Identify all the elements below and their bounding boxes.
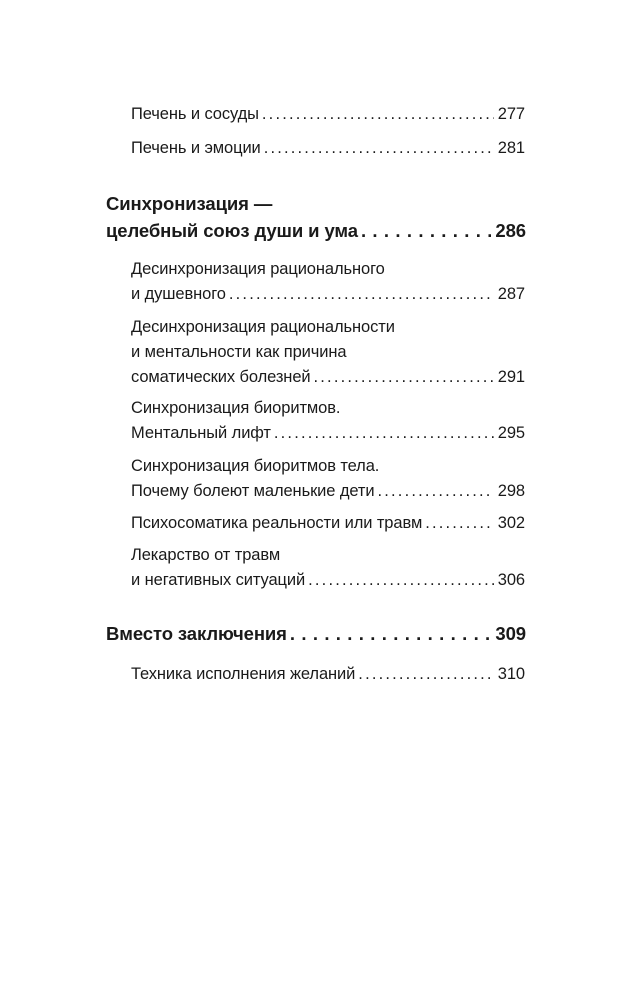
toc-line [106, 620, 526, 647]
toc-line [131, 257, 525, 282]
toc-entry-trauma-remedy [131, 543, 525, 593]
toc-entry-title: Техника исполнения желаний [131, 665, 356, 683]
toc-line [131, 102, 525, 127]
toc-page-number: 310 [497, 665, 525, 683]
toc-entry-biorhythms-children [131, 454, 525, 504]
toc-page-number: 298 [497, 482, 525, 500]
toc-line [131, 282, 525, 307]
dot-leader [290, 620, 492, 647]
toc-entry-liver-vessels [131, 102, 525, 127]
toc-entry-title-line: и негативных ситуаций [131, 571, 306, 589]
toc-line [131, 365, 525, 390]
toc-line [131, 136, 525, 161]
toc-entry-biorhythms-lift [131, 396, 525, 446]
dot-leader [264, 136, 494, 161]
toc-page-number: 277 [497, 105, 525, 123]
dot-leader [229, 282, 494, 307]
toc-entry-title-line: Ментальный лифт [131, 424, 271, 442]
toc-chapter-title-line: целебный союз души и ума [106, 220, 358, 241]
toc-entry-psychosomatics [131, 511, 525, 536]
toc-line [131, 662, 525, 687]
dot-leader [274, 421, 494, 446]
dot-leader [358, 662, 493, 687]
toc-line [131, 315, 525, 340]
toc-chapter-title: Вместо заключения [106, 623, 287, 644]
toc-entry-desync-rational-soul [131, 257, 525, 307]
dot-leader [308, 568, 494, 593]
toc-page-number: 291 [497, 368, 525, 386]
toc-line [131, 479, 525, 504]
dot-leader [314, 365, 494, 390]
dot-leader [425, 511, 494, 536]
toc-entry-title-line: Синхронизация биоритмов тела. [131, 457, 380, 475]
toc-entry-title: Печень и сосуды [131, 105, 259, 123]
toc-entry-title-line: Десинхронизация рациональности [131, 318, 395, 336]
toc-entry-title: Печень и эмоции [131, 139, 261, 157]
toc-entry-title-line: Почему болеют маленькие дети [131, 482, 375, 500]
toc-entry-title-line: и ментальности как причина [131, 343, 347, 361]
toc-entry-title-line: Десинхронизация рационального [131, 260, 385, 278]
dot-leader [361, 217, 491, 244]
toc-entry-title-line: Лекарство от травм [131, 546, 281, 564]
toc-line [106, 217, 526, 244]
toc-line [131, 396, 525, 421]
toc-page-number: 306 [497, 571, 525, 589]
toc-entry-title-line: Синхронизация биоритмов. [131, 399, 341, 417]
toc-page-number: 287 [497, 285, 525, 303]
toc-page-number: 302 [497, 514, 525, 532]
toc-entry-title: Психосоматика реальности или травм [131, 514, 423, 532]
toc-chapter-synchronization [106, 190, 526, 244]
toc-line [106, 190, 526, 217]
toc-line [131, 568, 525, 593]
toc-line [131, 340, 525, 365]
toc-entry-title-line: соматических болезней [131, 368, 311, 386]
toc-page-number: 286 [495, 220, 526, 241]
toc-line [131, 454, 525, 479]
toc-page-number: 295 [497, 424, 525, 442]
toc-entry-title-line: и душевного [131, 285, 226, 303]
toc-entry-wish-technique [131, 662, 525, 687]
toc-line [131, 421, 525, 446]
toc-chapter-conclusion [106, 620, 526, 647]
toc-line [131, 543, 525, 568]
dot-leader [262, 102, 494, 127]
toc-chapter-title-line: Синхронизация — [106, 193, 273, 214]
toc-entry-desync-mentality [131, 315, 525, 390]
dot-leader [378, 479, 494, 504]
toc-page-number: 281 [497, 139, 525, 157]
toc-line [131, 511, 525, 536]
toc-page-number: 309 [495, 623, 526, 644]
toc-entry-liver-emotions [131, 136, 525, 161]
